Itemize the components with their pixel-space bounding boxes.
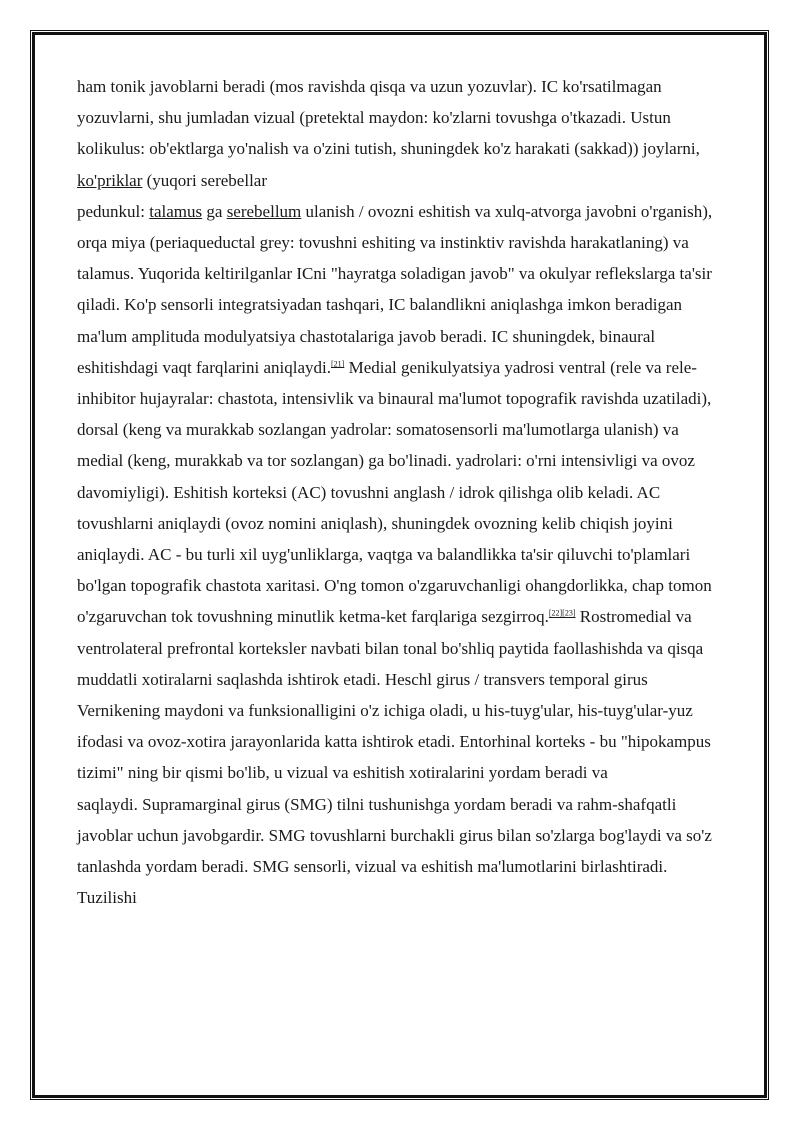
text-run: saqlaydi. Supramarginal girus (SMG) tilni tushunishga yordam beradi va rahm-shafqatli javoblar uchun javobgardir. SMG tovushlarni burchakli girus bilan so'zlarga bog'laydi va so'z tanlashda yordam beradi. SMG sensorli, vizual va eshitish ma'lumotlarini birlashtiradi. — [77, 794, 712, 877]
text-run: ham tonik javoblarni beradi (mos ravishda qisqa va uzun yozuvlar). IC ko'rsatilmagan yozuvlarni, shu jumladan vizual (pretektal maydon: ko'zlarni tovushga o'tkazadi. Ustun kolikulus: ob'ektlarga yo'nalish va o'zini tutish, shuningdek ko'z harakati (sakkad)) joylarni, — [77, 77, 700, 159]
text-run: ulanish / ovozni eshitish va xulq-atvorga javobni o'rganish), orqa miya (periaqueductal grey: tovushni eshiting va instinktiv ravishda harakatlaning) va talamus. Yuqorida keltirilganlar ICni "hayratga soladigan javob" va okulyar reflekslarga ta'sir qiladi. Ko'p sensorli integratsiyadan tashqari, IC balandlikni aniqlashga imkon beradigan ma'lum amplituda modulyatsiya chastotalariga javob beradi. IC shuningdek, binaural eshitishdagi vaqt farqlarini aniqlaydi. — [77, 201, 713, 377]
inline-link[interactable]: talamus — [149, 201, 203, 221]
section-heading: Tuzilishi — [77, 888, 137, 908]
text-run: pedunkul: — [77, 201, 150, 221]
text-run: (yuqori serebellar — [142, 170, 268, 190]
citation-ref[interactable]: [21] — [331, 359, 345, 369]
document-body — [77, 71, 725, 913]
inline-link[interactable]: serebellum — [226, 201, 302, 221]
inline-link[interactable]: ko'priklar — [77, 170, 143, 190]
text-run: Medial genikulyatsiya yadrosi ventral (rele va rele-inhibitor hujayralar: chastota, intensivlik va binaural ma'lumot topografik ravishda uzatiladi), dorsal (keng va murakkab sozlangan yadrolar: somatosensorli ma'lumotlarga ulanish) va medial (keng, murakkab va tor sozlangan) ga bo'linadi. yadrolari: o'rni intensivligi va ovoz davomiyligi). Eshitish korteksi (AC) tovushni anglash / idrok qilishga olib keladi. AC tovushlarni aniqlaydi (ovoz nomini aniqlash), shuningdek ovozning kelib chiqish joyini aniqlaydi. AC - bu turli xil uyg'unliklarga, vaqtga va balandlikka ta'sir qiluvchi to'plamlari bo'lgan topografik chastota xaritasi. O'ng tomon o'zgaruvchanligi ohangdorlikka, chap tomon o'zgaruvchan tok tovushning minutlik ketma-ket farqlariga sezgirroq. — [77, 357, 712, 627]
text-run: Rostromedial va ventrolateral prefrontal korteksler navbati bilan tonal bo'shliq paytida faollashishda va qisqa muddatli xotiralarni saqlashda ishtirok etadi. Heschl girus / transvers temporal girus Vernikening maydoni va funksionalligini o'z ichiga oladi, u his-tuyg'ular, his-tuyg'ular-yuz ifodasi va ovoz-xotira jarayonlarida katta ishtirok etadi. Entorhinal korteks - bu "hipokampus tizimi" ning bir qismi bo'lib, u vizual va eshitish xotiralarini yordam beradi va — [77, 607, 711, 783]
text-run: ga — [202, 201, 227, 221]
body-paragraph — [77, 71, 725, 882]
citation-ref[interactable]: [22][23] — [548, 608, 576, 618]
